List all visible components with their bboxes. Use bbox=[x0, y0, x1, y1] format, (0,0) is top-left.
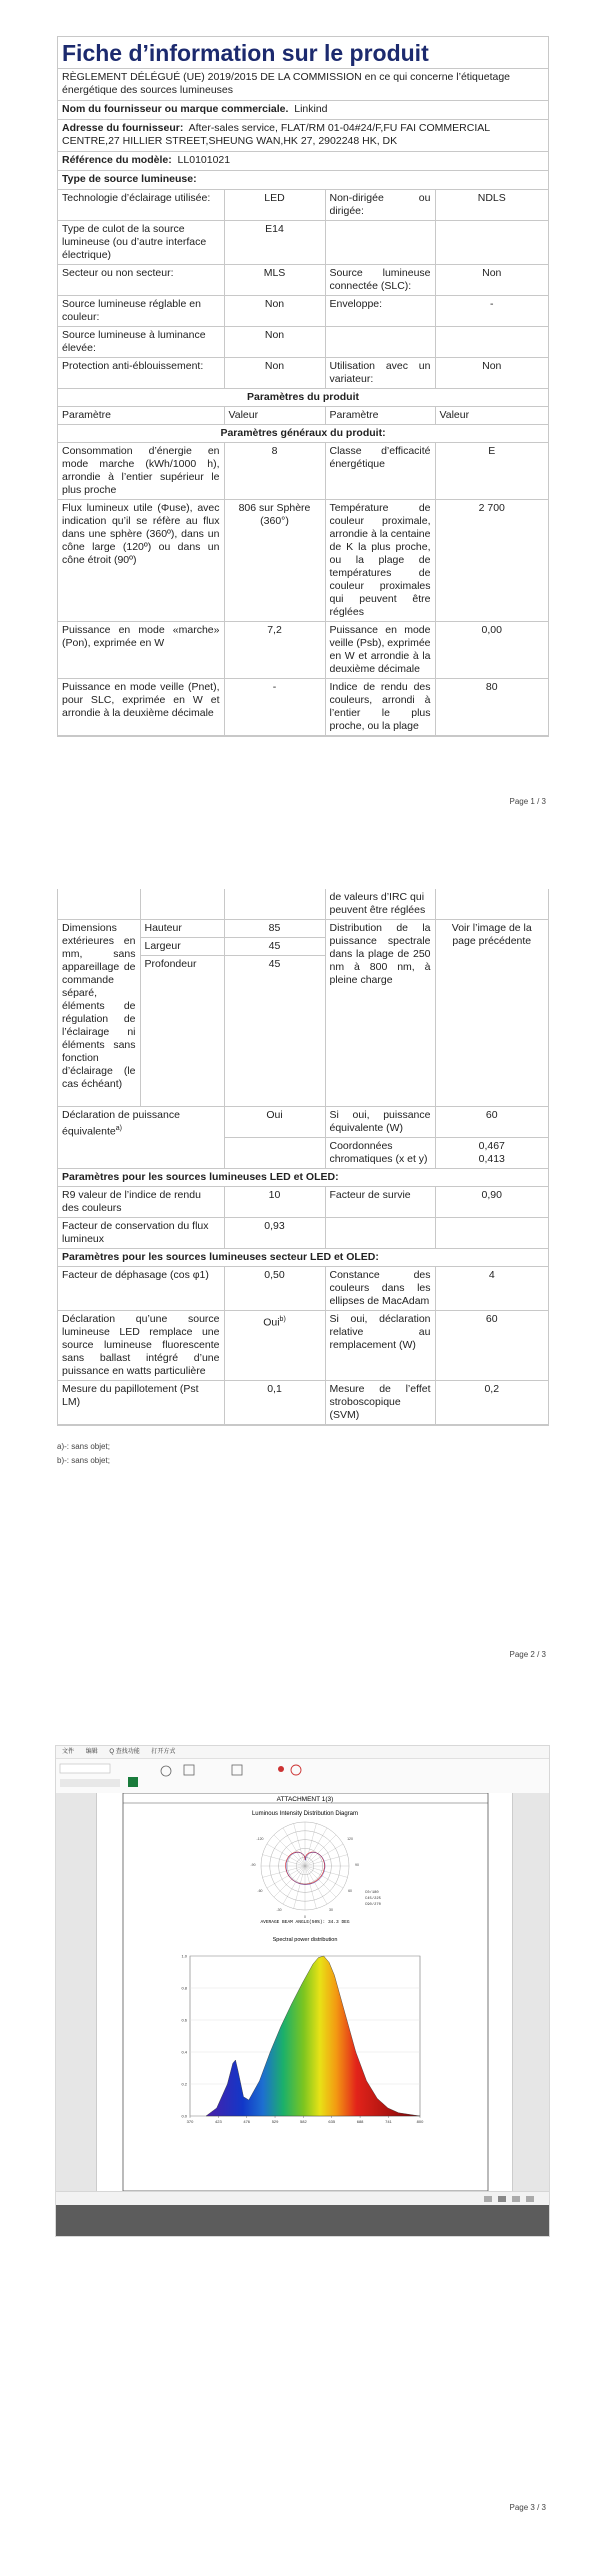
spd-x-tick-label: 800 bbox=[416, 2119, 424, 2124]
cell: 0,50 bbox=[224, 1267, 325, 1311]
dim-width-value: 45 bbox=[224, 938, 325, 956]
toolbar bbox=[56, 1759, 549, 1794]
table-row bbox=[58, 221, 548, 265]
led-oled-header: Paramètres pour les sources lumineuses LED et OLED: bbox=[58, 1169, 548, 1187]
cell: 60 bbox=[435, 1311, 548, 1381]
equivalent-power-value: Oui bbox=[224, 1107, 325, 1138]
scroll-view-icon[interactable] bbox=[512, 2196, 520, 2202]
document-canvas bbox=[56, 1793, 549, 2191]
ocr-icon[interactable] bbox=[128, 1777, 138, 1787]
table-row bbox=[58, 889, 548, 920]
table-row bbox=[58, 358, 548, 389]
polar-chart-title: Luminous Intensity Distribution Diagram bbox=[251, 1811, 359, 1817]
polar-angle-label: 120 bbox=[347, 1837, 353, 1841]
dim-height-label: Hauteur bbox=[140, 920, 224, 938]
cell bbox=[325, 221, 435, 265]
document-title: Fiche d’information sur le produit bbox=[58, 37, 548, 69]
supplier-value: Linkind bbox=[294, 103, 328, 115]
polar-legend-c0: C0/180 bbox=[365, 1891, 379, 1895]
cell: E14 bbox=[224, 221, 325, 265]
chromaticity-y: 0,413 bbox=[478, 1153, 505, 1165]
footnote-ref: a) bbox=[115, 1125, 122, 1132]
chromaticity-x: 0,467 bbox=[478, 1140, 505, 1152]
model-value: LL0101021 bbox=[177, 154, 231, 166]
cell: Source lumineuse à luminance élevée: bbox=[58, 327, 224, 358]
polar-angle-label: 0 bbox=[304, 1915, 306, 1919]
menu-item[interactable]: Q 查找功能 bbox=[109, 1749, 140, 1755]
table-row bbox=[58, 425, 548, 443]
cell bbox=[224, 1138, 325, 1169]
spd-chart bbox=[181, 1954, 424, 2125]
cell: 10 bbox=[224, 1187, 325, 1218]
cell: Enveloppe: bbox=[325, 296, 435, 327]
menu-item[interactable]: 编辑 bbox=[85, 1749, 98, 1755]
cell: Protection anti-éblouissement: bbox=[58, 358, 224, 389]
dimensions-label: Dimensions extérieures en mm, sans appareillage de commande séparé, éléments de régulation de l’éclairage ni éléments sans fonction d’éclairage (le cas échéant) bbox=[58, 920, 140, 1107]
model-row bbox=[58, 152, 548, 171]
cell: R9 valeur de l’indice de rendu des couleurs bbox=[58, 1187, 224, 1218]
spd-y-tick-label: 0.0 bbox=[181, 2113, 187, 2119]
spd-chart-title: Spectral power distribution bbox=[272, 1937, 338, 1943]
dim-width-label: Largeur bbox=[140, 938, 224, 956]
rotate-icon[interactable] bbox=[161, 1766, 171, 1776]
table-row bbox=[58, 920, 548, 938]
table-row bbox=[58, 1381, 548, 1425]
toolbar-icons bbox=[56, 1759, 549, 1793]
cell: - bbox=[435, 296, 548, 327]
col-header-param: Paramètre bbox=[58, 407, 224, 425]
product-info-sheet-page1 bbox=[57, 36, 549, 737]
cell: Mesure de l’effet stroboscopique (SVM) bbox=[325, 1381, 435, 1425]
menu-item[interactable]: 文件 bbox=[62, 1749, 75, 1755]
table-row bbox=[58, 190, 548, 221]
cell: 4 bbox=[435, 1267, 548, 1311]
cell: Technologie d’éclairage utilisée: bbox=[58, 190, 224, 221]
table-row bbox=[58, 296, 548, 327]
table-row bbox=[58, 1169, 548, 1187]
cell: 806 sur Sphère (360°) bbox=[224, 500, 325, 622]
table-row bbox=[58, 443, 548, 500]
spd-y-tick-label: 0.6 bbox=[181, 2017, 187, 2023]
cell bbox=[435, 327, 548, 358]
spd-x-tick-label: 635 bbox=[328, 2119, 336, 2124]
type-header bbox=[58, 171, 548, 190]
table-row bbox=[58, 622, 548, 679]
cell: Puissance en mode «marche» (Pon), exprimée en W bbox=[58, 622, 224, 679]
page-input[interactable] bbox=[60, 1764, 110, 1773]
cell: 8 bbox=[224, 443, 325, 500]
cell: 0,93 bbox=[224, 1218, 325, 1249]
cell: Non bbox=[224, 327, 325, 358]
menu-bar bbox=[56, 1746, 549, 1759]
cell: Mesure du papillotement (Pst LM) bbox=[58, 1381, 224, 1425]
spd-value: Voir l’image de la page précédente bbox=[435, 920, 548, 1107]
table-row bbox=[58, 1187, 548, 1218]
spd-x-tick-label: 529 bbox=[271, 2119, 279, 2124]
spd-y-tick-label: 0.8 bbox=[181, 1985, 187, 1991]
equivalent-watt-label: Si oui, puissance équivalente (W) bbox=[325, 1107, 435, 1138]
cell: Si oui, déclaration relative au remplacement (W) bbox=[325, 1311, 435, 1381]
cell bbox=[325, 1218, 435, 1249]
polar-legend-c90: C90/270 bbox=[365, 1903, 381, 1907]
table-row bbox=[58, 1218, 548, 1249]
polar-angle-label: -60 bbox=[257, 1889, 263, 1893]
cell bbox=[435, 889, 548, 920]
page-number: Page 2 / 3 bbox=[509, 1650, 546, 1659]
cell: Consommation d’énergie en mode marche (kWh/1000 h), arrondie à l’entier supérieur le plus proche bbox=[58, 443, 224, 500]
dim-height-value: 85 bbox=[224, 920, 325, 938]
general-header: Paramètres généraux du produit: bbox=[58, 425, 548, 443]
page-number: Page 3 / 3 bbox=[509, 2503, 546, 2512]
polar-angle-label: 90 bbox=[355, 1863, 359, 1867]
page-number: Page 1 / 3 bbox=[509, 797, 546, 806]
cell: Température de couleur proximale, arrondie à la centaine de K la plus proche, ou la plage de températures de couleur proximales qui peuvent être réglées bbox=[325, 500, 435, 622]
spd-label: Distribution de la puissance spectrale dans la plage de 250 nm à 800 nm, à pleine charge bbox=[325, 920, 435, 1107]
model-label: Référence du modèle: bbox=[62, 154, 172, 166]
cell: Déclaration qu’une source lumineuse LED remplace une source lumineuse fluorescente sans ballast intégré d’une puissance en watts particulière bbox=[58, 1311, 224, 1381]
equivalent-watt-value: 60 bbox=[435, 1107, 548, 1138]
product-info-sheet-page2 bbox=[57, 889, 549, 1426]
supplier-row bbox=[58, 101, 548, 120]
cell bbox=[224, 1311, 325, 1381]
table-row bbox=[58, 407, 548, 425]
cell: Secteur ou non secteur: bbox=[58, 265, 224, 296]
cell: Utilisation avec un variateur: bbox=[325, 358, 435, 389]
view-toggle[interactable] bbox=[60, 1779, 120, 1787]
attachment-page bbox=[96, 1793, 513, 2191]
col-header-value: Valeur bbox=[435, 407, 548, 425]
table-row bbox=[58, 389, 548, 407]
type-header-label: Type de source lumineuse: bbox=[62, 173, 197, 185]
cell: Non bbox=[435, 265, 548, 296]
embedded-screenshot bbox=[55, 1745, 550, 2237]
spd-x-tick-label: 741 bbox=[385, 2119, 392, 2124]
cell: Constance des couleurs dans les ellipses de MacAdam bbox=[325, 1267, 435, 1311]
cell bbox=[140, 889, 224, 920]
double-page-view-icon[interactable] bbox=[498, 2196, 506, 2202]
cell: Source lumineuse connectée (SLC): bbox=[325, 265, 435, 296]
dim-depth-value: 45 bbox=[224, 956, 325, 1107]
params-header: Paramètres du produit bbox=[58, 389, 548, 407]
product-params-table-cont bbox=[58, 889, 548, 1425]
cell: LED bbox=[224, 190, 325, 221]
table-row bbox=[58, 679, 548, 736]
address-value: After-sales service, FLAT/RM 01-04#24/F,FU FAI COMMERCIAL CENTRE,27 HILLIER STREET,SHEUNG WAN,HK 27, 2902248 HK, DK bbox=[62, 122, 490, 147]
chromaticity-value bbox=[435, 1138, 548, 1169]
footnote-a: a)-: sans objet; bbox=[57, 1442, 110, 1451]
cell: 7,2 bbox=[224, 622, 325, 679]
spd-x-tick-label: 688 bbox=[356, 2119, 364, 2124]
cell bbox=[224, 889, 325, 920]
cell: Facteur de déphasage (cos φ1) bbox=[58, 1267, 224, 1311]
menu-item[interactable]: 打开方式 bbox=[151, 1749, 176, 1755]
status-bar bbox=[56, 2191, 549, 2206]
spd-x-tick-label: 476 bbox=[243, 2119, 251, 2124]
taskbar bbox=[56, 2205, 549, 2236]
replacement-value: Oui bbox=[263, 1316, 280, 1329]
cell bbox=[58, 889, 140, 920]
table-row bbox=[58, 1311, 548, 1381]
table-row bbox=[58, 1249, 548, 1267]
chromaticity-label: Coordonnées chromatiques (x et y) bbox=[325, 1138, 435, 1169]
table-row bbox=[58, 1267, 548, 1311]
footnote-ref: b) bbox=[279, 1316, 286, 1323]
table-row bbox=[58, 1107, 548, 1138]
cell: MLS bbox=[224, 265, 325, 296]
cell: Non bbox=[435, 358, 548, 389]
cell bbox=[435, 1218, 548, 1249]
spd-y-tick-label: 1.0 bbox=[181, 1953, 187, 1959]
cell: Indice de rendu des couleurs, arrondi à l’entier le plus proche, ou la plage bbox=[325, 679, 435, 736]
col-header-param: Paramètre bbox=[325, 407, 435, 425]
fullscreen-icon[interactable] bbox=[526, 2196, 534, 2202]
cell: NDLS bbox=[435, 190, 548, 221]
mains-led-oled-header: Paramètres pour les sources lumineuses secteur LED et OLED: bbox=[58, 1249, 548, 1267]
status-icons bbox=[56, 2192, 549, 2206]
polar-diagram bbox=[250, 1822, 359, 1919]
cell bbox=[325, 327, 435, 358]
supplier-label: Nom du fournisseur ou marque commerciale. bbox=[62, 103, 289, 115]
beam-angle-label: AVERAGE BEAM ANGLE(50%): 34.3 DEG bbox=[260, 1920, 350, 1925]
polar-angle-label: 30 bbox=[329, 1908, 333, 1913]
polar-angle-label: -30 bbox=[276, 1908, 282, 1913]
polar-angle-label: 60 bbox=[348, 1889, 352, 1893]
spd-x-tick-label: 423 bbox=[215, 2119, 222, 2124]
regulation-intro: RÈGLEMENT DÉLÉGUÉ (UE) 2019/2015 DE LA COMMISSION en ce qui concerne l’étiquetage énergétique des sources lumineuses bbox=[58, 69, 548, 101]
cell: - bbox=[224, 679, 325, 736]
cell: Non-dirigée ou dirigée: bbox=[325, 190, 435, 221]
annotate-icon[interactable] bbox=[278, 1766, 284, 1772]
table-row bbox=[58, 500, 548, 622]
address-label: Adresse du fournisseur: bbox=[62, 122, 184, 134]
cell: Non bbox=[224, 358, 325, 389]
polar-legend-c45: C45/225 bbox=[365, 1897, 381, 1901]
cell: 0,90 bbox=[435, 1187, 548, 1218]
spd-x-tick-label: 582 bbox=[300, 2119, 307, 2124]
dim-depth-label: Profondeur bbox=[140, 956, 224, 1107]
cell: Facteur de conservation du flux lumineux bbox=[58, 1218, 224, 1249]
cell: 0,00 bbox=[435, 622, 548, 679]
spd-y-tick-label: 0.2 bbox=[181, 2081, 187, 2087]
cell: 0,1 bbox=[224, 1381, 325, 1425]
cell: de valeurs d’IRC qui peuvent être réglées bbox=[325, 889, 435, 920]
cell: Non bbox=[224, 296, 325, 327]
col-header-value: Valeur bbox=[224, 407, 325, 425]
cell: Classe d’efficacité énergétique bbox=[325, 443, 435, 500]
export-icon[interactable] bbox=[232, 1765, 242, 1775]
cell bbox=[435, 221, 548, 265]
cell: E bbox=[435, 443, 548, 500]
cell: 0,2 bbox=[435, 1381, 548, 1425]
cell: Puissance en mode veille (Pnet), pour SLC, exprimée en W et arrondie à la deuxième décimale bbox=[58, 679, 224, 736]
search-icon[interactable] bbox=[291, 1765, 301, 1775]
cell: Source lumineuse réglable en couleur: bbox=[58, 296, 224, 327]
cell: 80 bbox=[435, 679, 548, 736]
cell: Type de culot de la source lumineuse (ou d’autre interface électrique) bbox=[58, 221, 224, 265]
polar-angle-label: -90 bbox=[250, 1863, 256, 1867]
attachment-figure bbox=[97, 1793, 512, 2191]
light-source-type-table bbox=[58, 190, 548, 736]
cell: Flux lumineux utile (Φuse), avec indication qu’il se réfère au flux dans une sphère (360º), dans un cône large (120º) ou dans un cône étroit (90º) bbox=[58, 500, 224, 622]
equivalent-power-label-cell bbox=[58, 1107, 224, 1169]
table-row bbox=[58, 265, 548, 296]
footnote-b: b)-: sans objet; bbox=[57, 1456, 110, 1465]
spd-x-tick-label: 370 bbox=[186, 2119, 194, 2124]
cell: Facteur de survie bbox=[325, 1187, 435, 1218]
address-row bbox=[58, 120, 548, 152]
equivalent-power-label: Déclaration de puissance équivalente bbox=[62, 1109, 180, 1138]
attachment-label: ATTACHMENT 1(3) bbox=[276, 1796, 334, 1803]
cell: Puissance en mode veille (Psb), exprimée en W et arrondie à la deuxième décimale bbox=[325, 622, 435, 679]
fit-page-icon[interactable] bbox=[184, 1765, 194, 1775]
single-page-view-icon[interactable] bbox=[484, 2196, 492, 2202]
table-row bbox=[58, 327, 548, 358]
spd-y-tick-label: 0.4 bbox=[181, 2049, 187, 2055]
polar-angle-label: -120 bbox=[256, 1837, 264, 1841]
footnotes bbox=[57, 1440, 110, 1468]
cell: 2 700 bbox=[435, 500, 548, 622]
